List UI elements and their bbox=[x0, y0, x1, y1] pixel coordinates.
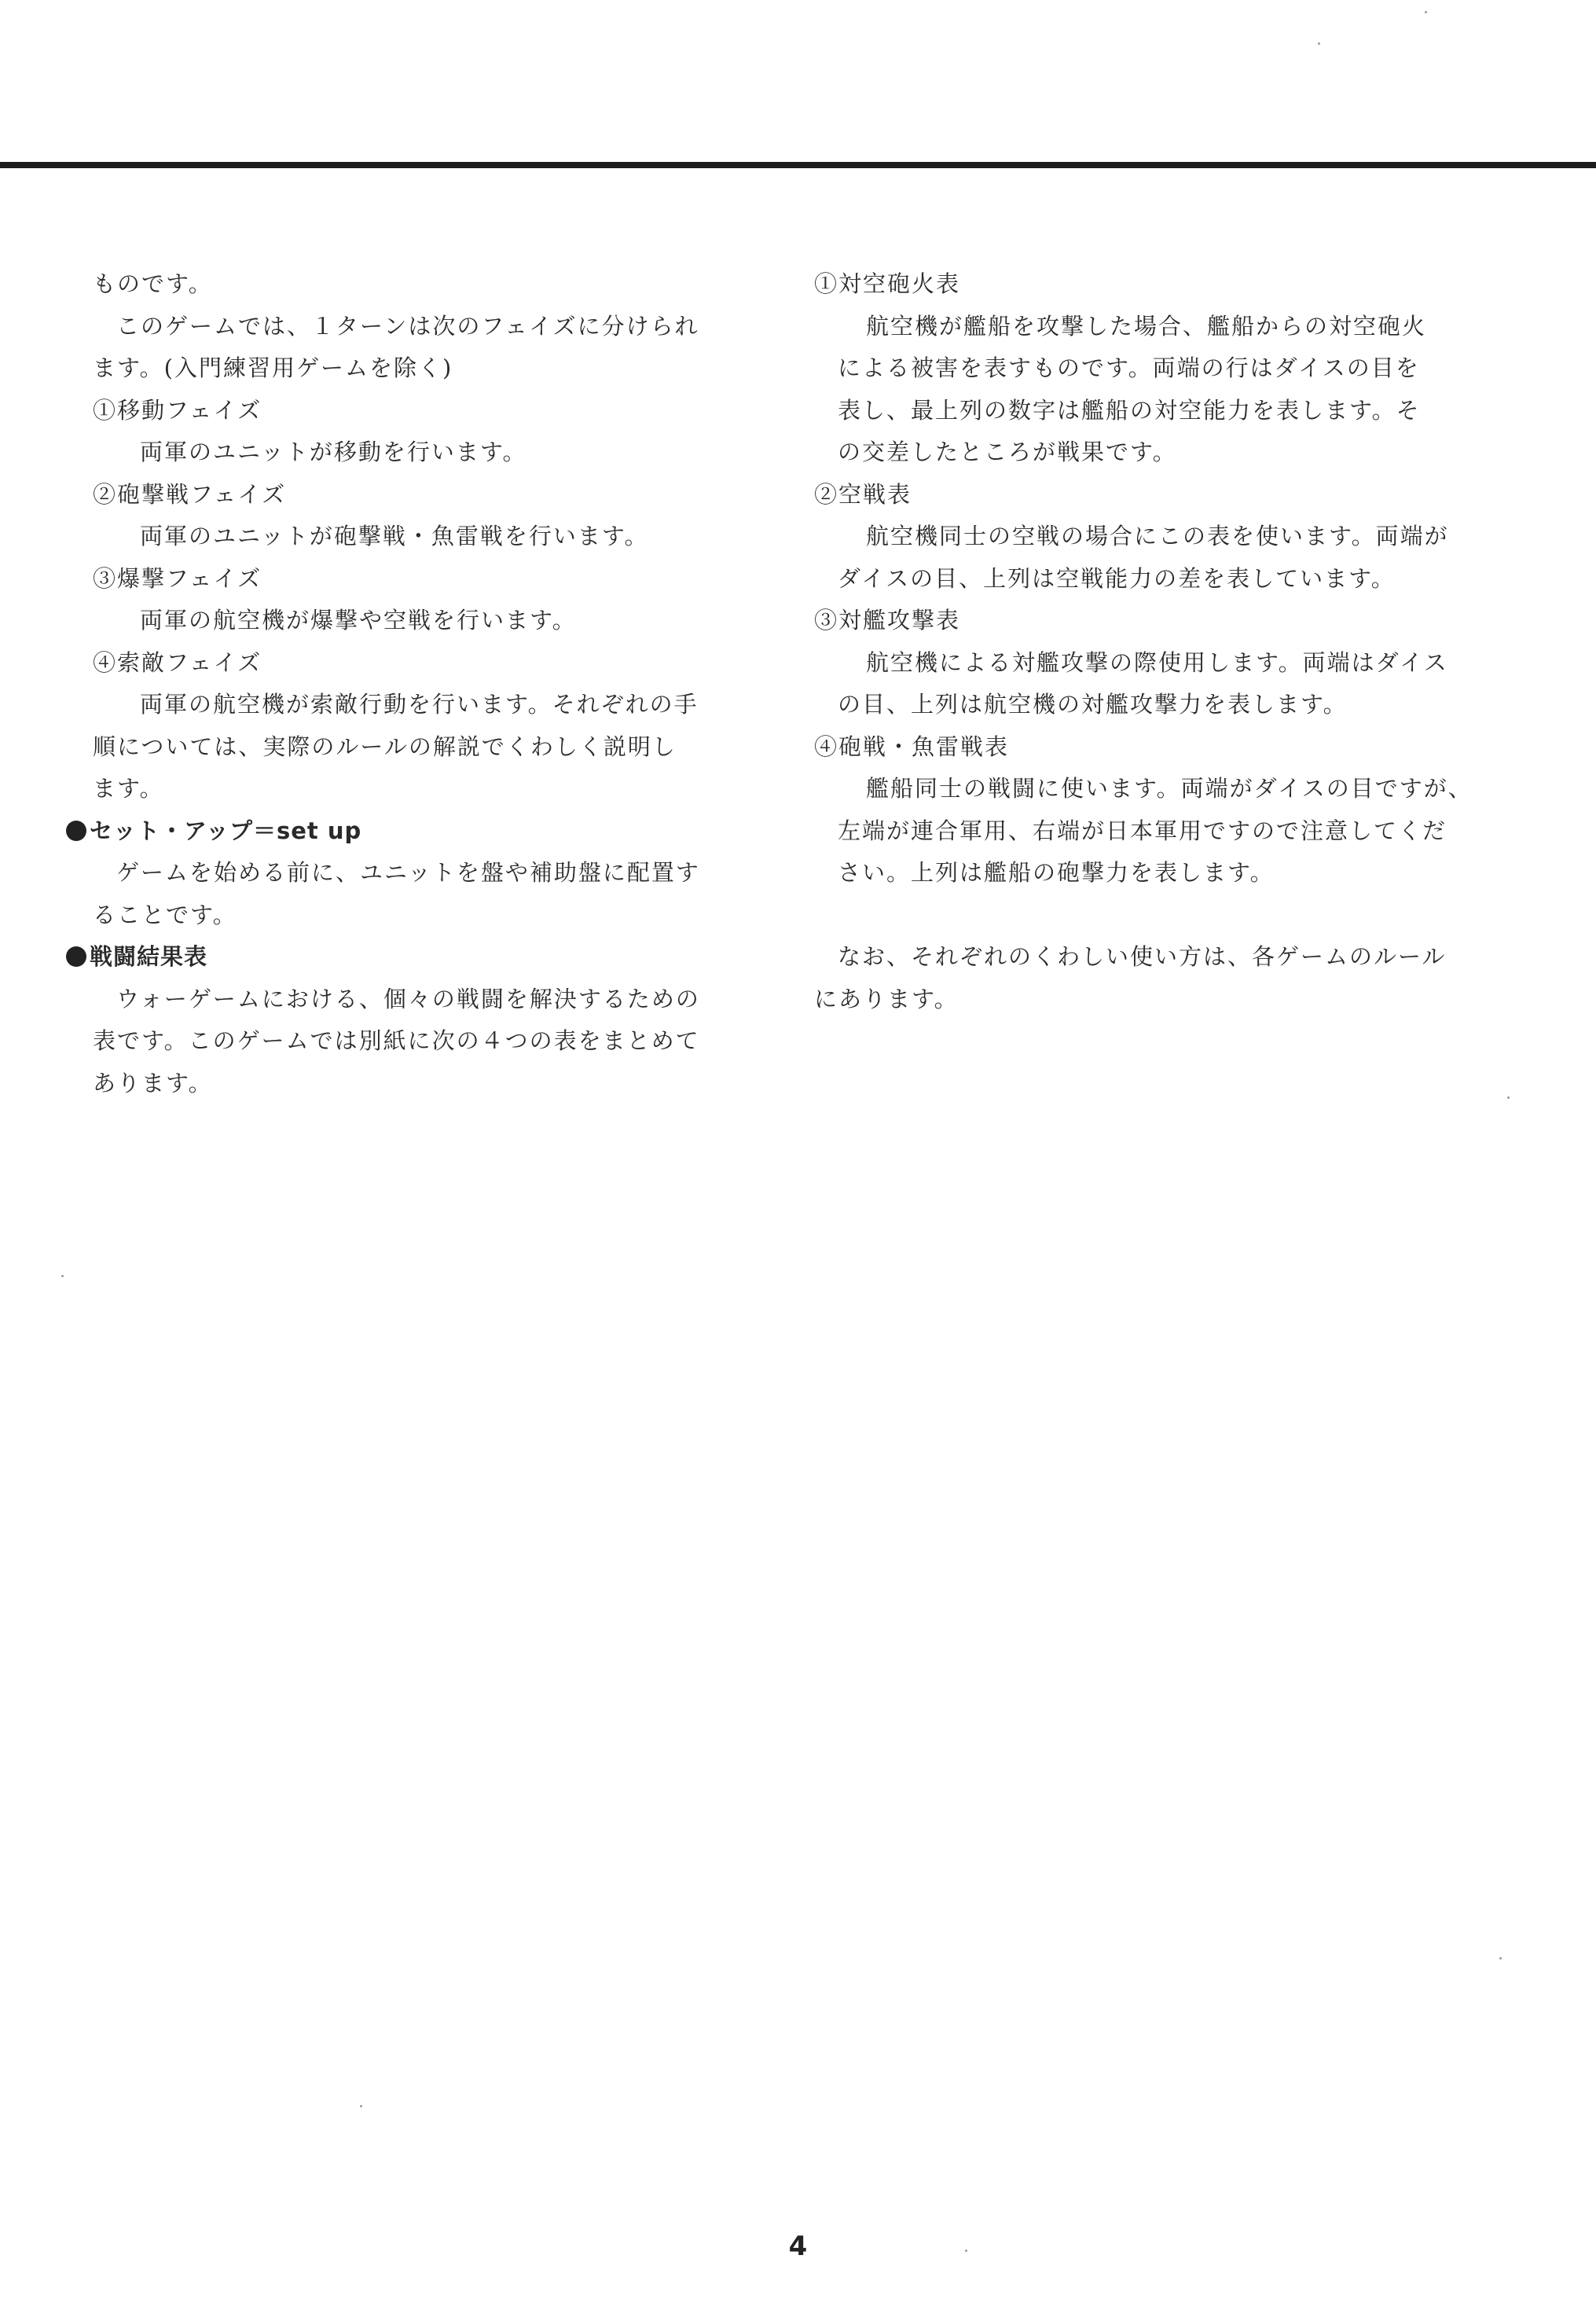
text-line: 左端が連合軍用、右端が日本軍用ですので注意してくだ bbox=[838, 817, 1447, 844]
text-line: ウォーゲームにおける、個々の戦闘を解決するための bbox=[116, 985, 700, 1012]
scan-speck bbox=[965, 2250, 967, 2252]
text-line: ②空戦表 bbox=[814, 480, 912, 508]
scan-speck bbox=[1499, 1957, 1502, 1960]
text-line: 航空機が艦船を攻撃した場合、艦船からの対空砲火 bbox=[866, 312, 1427, 340]
text-line: ることです。 bbox=[93, 901, 237, 928]
text-line: にあります。 bbox=[814, 985, 959, 1012]
text-line: ③対艦攻撃表 bbox=[814, 607, 961, 634]
text-line: による被害を表すものです。両端の行はダイスの目を bbox=[838, 354, 1420, 381]
scan-speck bbox=[1507, 1096, 1510, 1099]
scan-speck bbox=[1318, 42, 1320, 45]
text-line: 両軍の航空機が爆撃や空戦を行います。 bbox=[140, 607, 577, 634]
left-column bbox=[90, 263, 745, 1104]
page-number: 4 bbox=[788, 2231, 808, 2262]
right-column bbox=[814, 263, 1490, 1020]
text-line: ①対空砲火表 bbox=[814, 270, 961, 297]
text-line: 航空機同士の空戦の場合にこの表を使います。両端が bbox=[866, 523, 1449, 549]
text-line: さい。上列は艦船の砲撃力を表します。 bbox=[838, 859, 1275, 886]
section-heading bbox=[66, 936, 745, 979]
text-line: ます。(入門練習用ゲームを除く) bbox=[93, 354, 453, 381]
text-line: ②砲撃戦フェイズ bbox=[93, 480, 287, 508]
text-line: ④索敵フェイズ bbox=[93, 648, 262, 676]
text-line: あります。 bbox=[93, 1069, 213, 1096]
scan-speck bbox=[1425, 11, 1427, 13]
text-line: ④砲戦・魚雷戦表 bbox=[814, 733, 1010, 760]
section-heading bbox=[66, 810, 745, 853]
section-heading-text: セット・アップ＝set up bbox=[90, 817, 362, 844]
text-line: なお、それぞれのくわしい使い方は、各ゲームのルール bbox=[838, 943, 1447, 970]
text-line: 艦船同士の戦闘に使います。両端がダイスの目ですが、 bbox=[866, 775, 1473, 802]
bullet-icon bbox=[66, 946, 86, 967]
text-line: ます。 bbox=[93, 775, 164, 802]
text-line: 順については、実際のルールの解説でくわしく説明し bbox=[93, 733, 677, 760]
text-line: 航空機による対艦攻撃の際使用します。両端はダイス bbox=[866, 648, 1448, 676]
scan-speck bbox=[360, 2105, 362, 2107]
text-line: 両軍のユニットが移動を行います。 bbox=[140, 439, 527, 465]
section-heading-text: 戦闘結果表 bbox=[90, 943, 208, 970]
text-line: 両軍の航空機が索敵行動を行います。それぞれの手 bbox=[140, 691, 699, 718]
scan-speck bbox=[61, 1275, 64, 1277]
text-line: ①移動フェイズ bbox=[93, 396, 262, 424]
text-line: ③爆撃フェイズ bbox=[93, 564, 262, 592]
text-line: の交差したところが戦果です。 bbox=[838, 439, 1177, 465]
text-line: 両軍のユニットが砲撃戦・魚雷戦を行います。 bbox=[140, 523, 649, 549]
text-line: 表し、最上列の数字は艦船の対空能力を表します。そ bbox=[838, 396, 1421, 424]
bullet-icon bbox=[66, 821, 86, 841]
text-line: ものです。 bbox=[93, 270, 213, 297]
text-line: ダイスの目、上列は空戦能力の差を表しています。 bbox=[838, 564, 1396, 592]
text-line: このゲームでは、１ターンは次のフェイズに分けられ bbox=[116, 312, 699, 340]
text-line: ゲームを始める前に、ユニットを盤や補助盤に配置す bbox=[116, 859, 700, 886]
header-rule bbox=[0, 162, 1596, 168]
paragraph-gap bbox=[814, 894, 1490, 937]
text-line: 表です。このゲームでは別紙に次の４つの表をまとめて bbox=[93, 1027, 700, 1054]
text-line: の目、上列は航空機の対艦攻撃力を表します。 bbox=[838, 691, 1348, 718]
